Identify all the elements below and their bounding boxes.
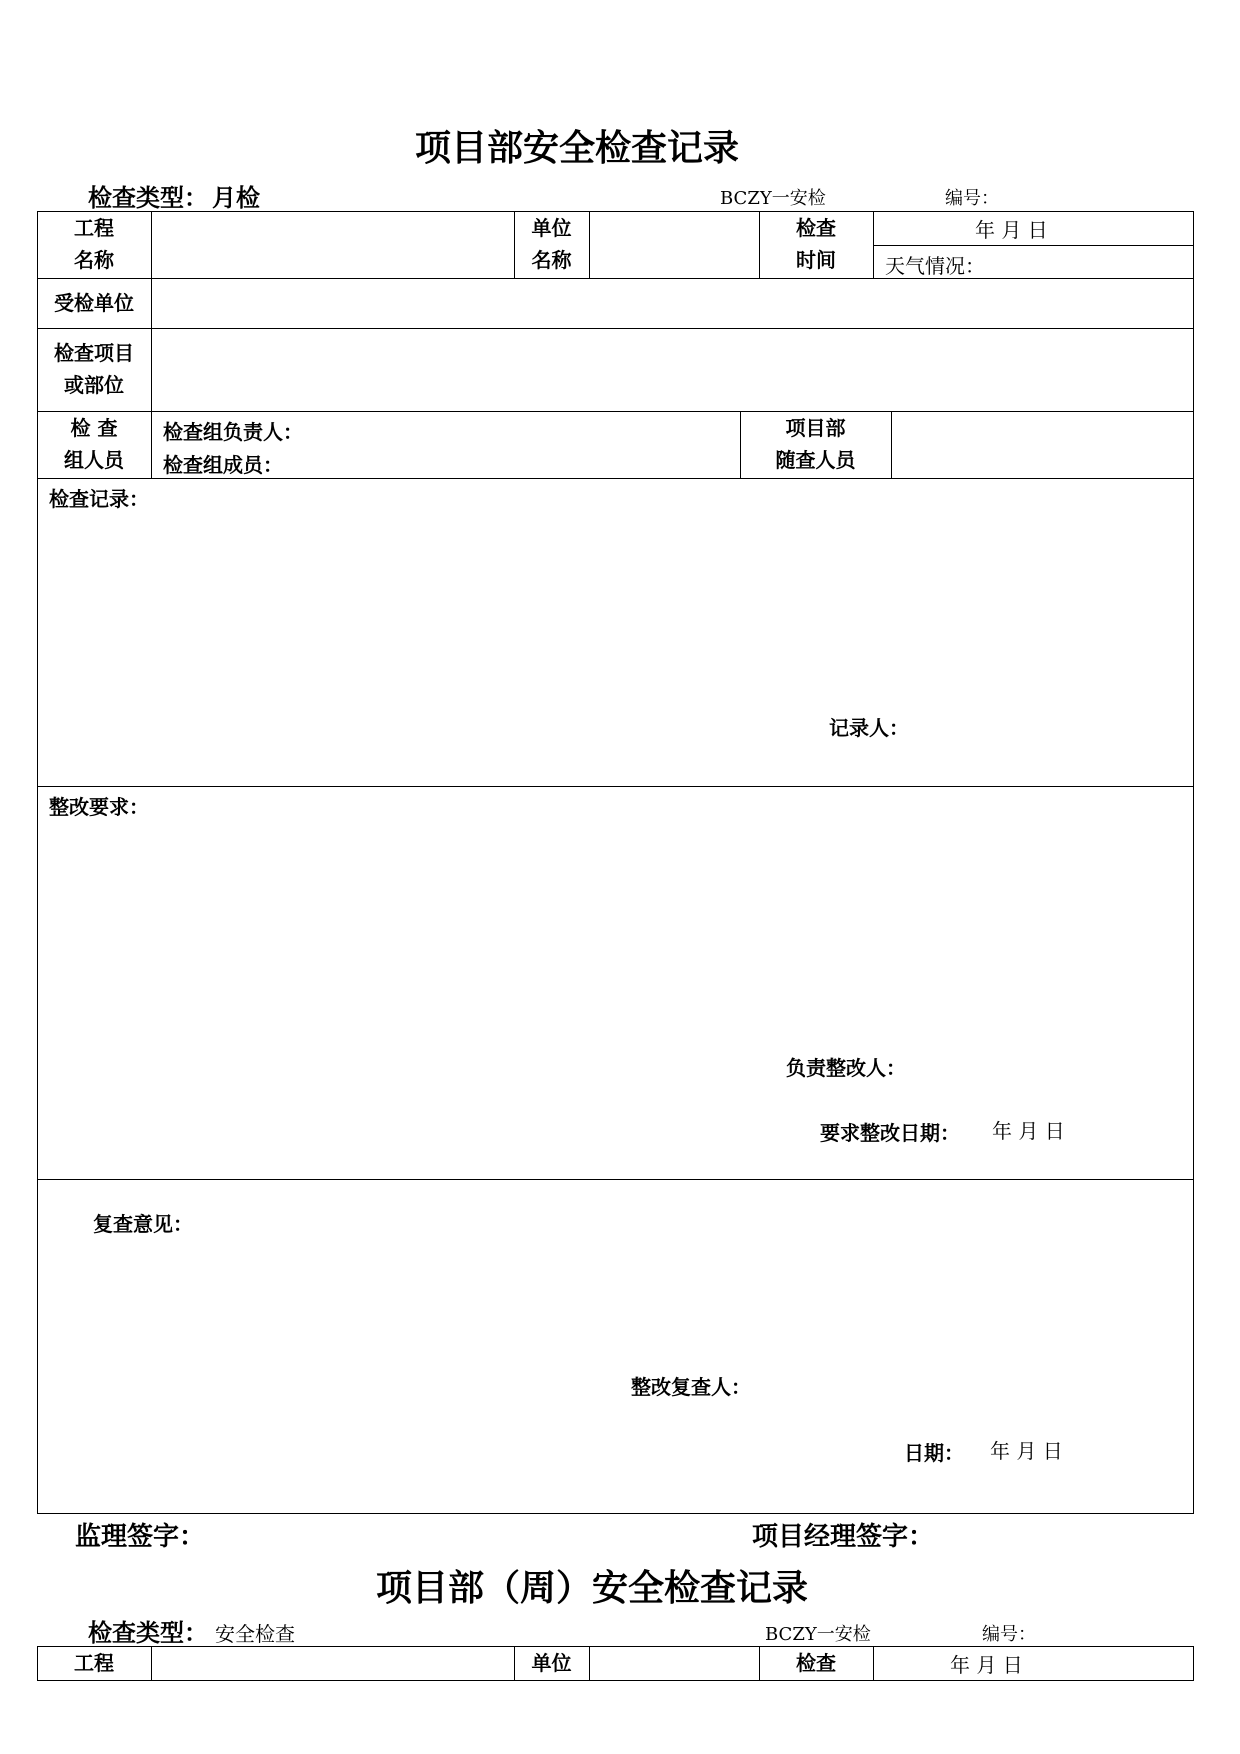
rectify-person-label: 负责整改人： (786, 1056, 906, 1080)
check-time-label: 检查 时间 (796, 216, 836, 272)
record-label: 检查记录： (49, 487, 149, 511)
team-label: 检 查 组人员 (64, 416, 124, 472)
project-name-label: 工程 名称 (74, 216, 114, 272)
inspection-item-label: 检查项目 或部位 (54, 341, 134, 397)
rectify-date-field[interactable]: 年 月 日 (992, 1119, 1065, 1143)
inspection-item-field[interactable] (153, 330, 1191, 410)
review-date-label: 日期： (904, 1441, 964, 1465)
form1-title: 项目部安全检查记录 (415, 128, 740, 169)
review-opinion-label: 复查意见： (93, 1212, 193, 1236)
manager-signature-label: 项目经理签字： (752, 1522, 935, 1552)
unit-name-label: 单位 名称 (531, 216, 572, 272)
form2-unit-label: 单位 (531, 1651, 572, 1675)
form2-title: 项目部（周）安全检查记录 (376, 1568, 809, 1609)
inspected-unit-label: 受检单位 (54, 291, 134, 315)
form2-code: BCZY一安检 (765, 1624, 871, 1645)
form2-check-label: 检查 (796, 1651, 836, 1675)
form-code: BCZY一安检 (720, 188, 826, 209)
rectify-date-label: 要求整改日期： (820, 1121, 960, 1145)
number-label: 编号： (945, 188, 999, 209)
team-leader-label: 检查组负责人： (163, 420, 303, 444)
weather-field[interactable]: 天气情况： (885, 254, 985, 278)
review-date-field[interactable]: 年 月 日 (990, 1439, 1063, 1463)
rectify-requirement-field[interactable] (40, 820, 1190, 1040)
project-name-field[interactable] (153, 213, 513, 277)
dept-accompany-field[interactable] (893, 413, 1191, 477)
inspection-type-value: 月检 (212, 184, 260, 212)
dept-accompany-label: 项目部 随查人员 (775, 416, 856, 472)
form2-number-label: 编号： (982, 1624, 1036, 1645)
check-date-field[interactable]: 年 月 日 (975, 218, 1048, 242)
inspected-unit-field[interactable] (153, 280, 1191, 327)
reviewer-label: 整改复查人： (631, 1375, 751, 1399)
inspection-type-label: 检查类型： (88, 184, 208, 212)
form2-date-field[interactable]: 年 月 日 (950, 1653, 1023, 1677)
unit-name-field[interactable] (591, 213, 758, 277)
supervisor-signature-label: 监理签字： (75, 1522, 206, 1552)
record-field[interactable] (40, 512, 1190, 712)
form2-inspection-type-label: 检查类型： (88, 1619, 208, 1647)
review-opinion-field[interactable] (40, 1240, 1190, 1360)
recorder-label: 记录人： (829, 716, 909, 740)
rectify-requirement-label: 整改要求： (49, 795, 149, 819)
form2-project-label: 工程 (74, 1651, 114, 1675)
form2-inspection-type-value: 安全检查 (215, 1622, 295, 1646)
team-members-label: 检查组成员： (163, 453, 283, 477)
